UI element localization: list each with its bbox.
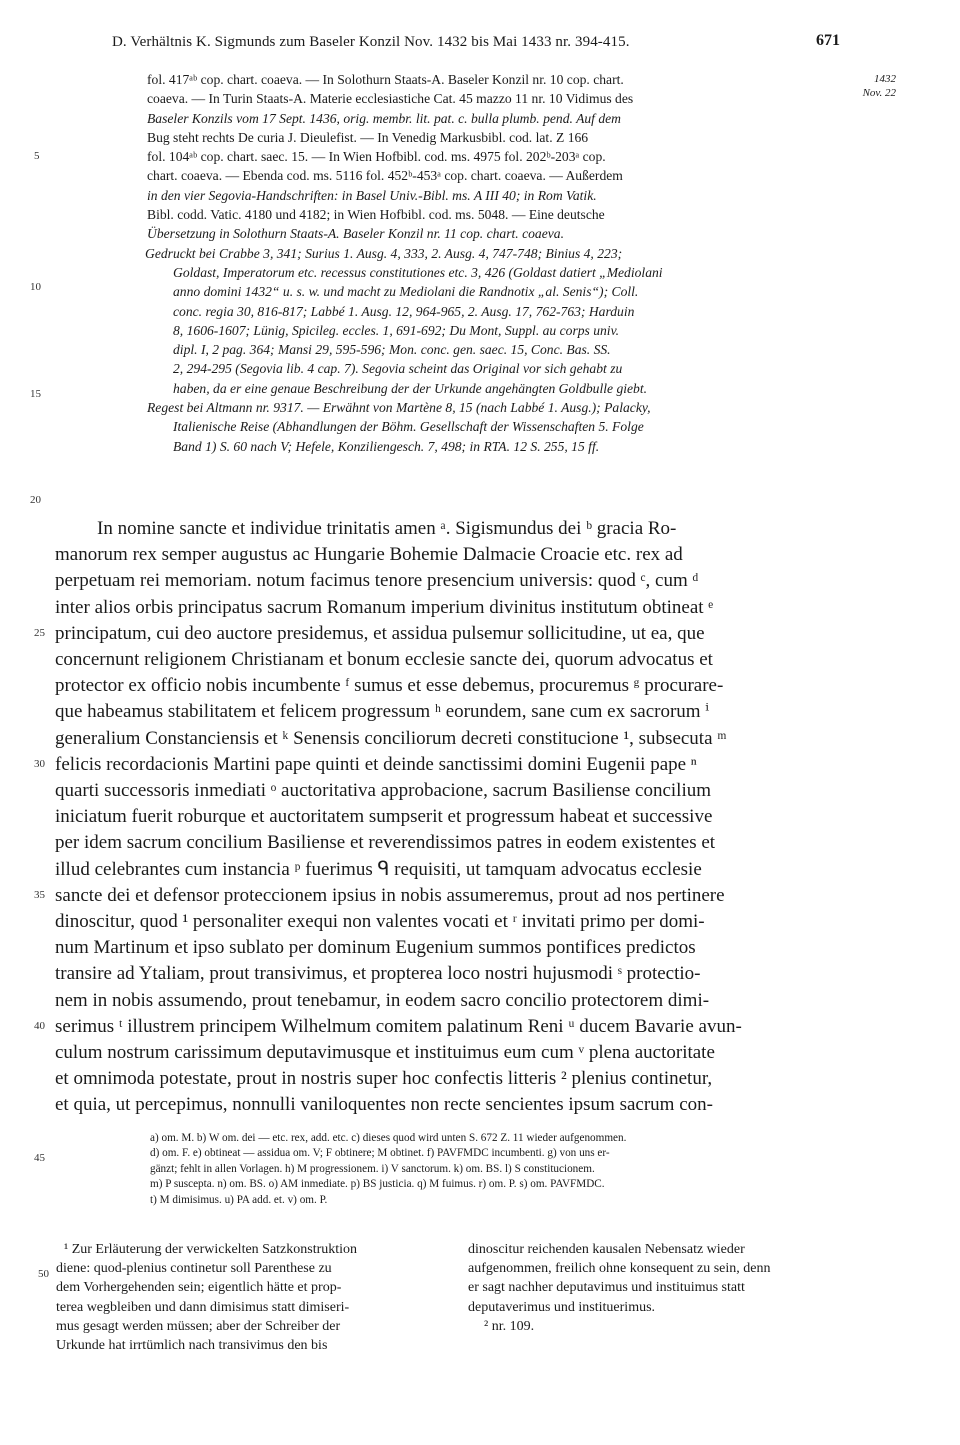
footnote-line: ¹ Zur Erläuterung der verwickelten Satzkonstruktion [64,1242,358,1257]
note-line: fol. 104ᵃᵇ cop. chart. saec. 15. — In Wien Hofbibl. cod. ms. 4975 fol. 202ᵇ-203ᵃ cop. [147,149,606,165]
apparatus-line: d) om. F. e) obtineat — assidua om. V; F obtinere; M obtinet. f) PAVFMDC incumbenti. g) von uns er- [150,1147,610,1160]
note-line: coaeva. — In Turin Staats-A. Materie ecclesiastiche Cat. 45 mazzo 11 nr. 10 Vidimus des [147,91,634,107]
line-number: 30 [34,758,45,770]
footnote-line: dinoscitur reichenden kausalen Nebensatz wieder [468,1242,745,1257]
footnote-line: mus gesagt werden müssen; aber der Schreiber der [56,1318,341,1334]
line-number: 45 [34,1152,45,1164]
main-text [55,516,850,1119]
footnote-line: aufgenommen, freilich ohne konsequent zu sein, denn [468,1261,771,1277]
line-number: 50 [38,1268,49,1280]
footnote-line: Urkunde hat irrtümlich nach transivimus den bis [56,1338,328,1354]
text-line: manorum rex semper augustus ac Hungarie Bohemie Dalmacie Croacie etc. rex ad [55,544,683,566]
note-line: haben, da er eine genaue Beschreibung der der Urkunde angehängten Goldbulle giebt. [173,380,648,396]
footnote-line: deputaverimus und instituerimus. [468,1299,656,1315]
note-line: conc. regia 30, 816-817; Labbé 1. Ausg. 12, 964-965, 2. Ausg. 17, 762-763; Harduin [173,303,635,319]
line-number: 5 [34,150,40,162]
note-line: Gedruckt bei Crabbe 3, 341; Surius 1. Ausg. 4, 333, 2. Ausg. 4, 747-748; Binius 4, 223; [145,245,623,261]
footnote-line: terea wegbleiben und dann dimisimus statt dimiseri- [56,1299,350,1315]
note-line: dipl. I, 2 pag. 364; Mansi 29, 595-596; Mon. conc. gen. saec. 15, Conc. Bas. SS. [173,342,611,358]
note-line: Bug steht rechts De curia J. Dieulefist. — In Venedig Markusbibl. cod. lat. Z 166 [147,129,589,145]
margin-date-day: Nov. 22 [862,87,896,99]
note-line: Italienische Reise (Abhandlungen der Böhm. Gesellschaft der Wissenschaften 5. Folge [173,419,644,435]
text-line: felicis recordacionis Martini pape quinti et deinde sanctissimi domini Eugenii pape ⁿ [55,753,697,775]
note-line: Regest bei Altmann nr. 9317. — Erwähnt von Martène 8, 15 (nach Labbé 1. Ausg.); Palacky, [147,400,651,416]
text-line: et quia, ut percepimus, nonnulli vaniloquentes non recte sencientes ipsum sacrum con- [55,1094,713,1116]
note-line: 8, 1606-1607; Lünig, Spicileg. eccles. 1, 691-692; Du Mont, Suppl. au corps univ. [173,322,620,338]
note-line: fol. 417ᵃᵇ cop. chart. coaeva. — In Solothurn Staats-A. Baseler Konzil nr. 10 cop. chart. [147,72,624,87]
margin-date [840,72,896,100]
line-number: 25 [34,627,45,639]
text-line: num Martinum et ipso sublato per dominum Eugenium summos pontifices predictos [55,937,696,959]
text-line: culum nostrum carissimum deputavimusque et instituimus eum cum ᵛ plena auctoritate [55,1042,715,1064]
footnotes-left-column [56,1240,446,1355]
critical-apparatus [150,1131,850,1208]
source-notes [147,70,847,456]
footnote-line: ² nr. 109. [484,1318,535,1334]
note-line: anno domini 1432“ u. s. w. und macht zu Mediolani die Randnotix „al. Senis“); Coll. [173,284,639,300]
text-line: nem in nobis assumendo, prout tenebamur, in eodem sacro concilio protectorem dimi- [55,989,710,1011]
apparatus-line: a) om. M. b) W om. dei — etc. rex, add. etc. c) dieses quod wird unten S. 672 Z. 11 wieder aufgenommen. [150,1132,627,1144]
note-line: chart. coaeva. — Ebenda cod. ms. 5116 fol. 452ᵇ-453ᵃ cop. chart. coaeva. — Außerdem [147,168,623,184]
text-line: transire ad Ytaliam, prout transivimus, et propterea loco nostri hujusmodi ˢ protectio- [55,963,701,985]
footnotes-right-column [468,1240,863,1336]
note-line: in den vier Segovia-Handschriften: in Basel Univ.-Bibl. ms. A III 40; in Rom Vatik. [147,187,597,203]
apparatus-line: gänzt; fehlt in allen Vorlagen. h) M progressionem. i) V sanctorum. k) om. BS. l) S constitucionem. [150,1162,595,1175]
text-line: quarti successoris inmediati ᵒ auctoritativa approbacione, sacrum Basiliense concilium [55,780,712,802]
note-line: Baseler Konzils vom 17 Sept. 1436, orig. membr. lit. pat. c. bulla plumb. pend. Auf dem [147,110,621,126]
note-line: Bibl. codd. Vatic. 4180 und 4182; in Wien Hofbibl. cod. ms. 5048. — Eine deutsche [147,207,605,223]
text-line: que habeamus stabilitatem et felicem progressum ʰ eorundem, sane cum ex sacrorum ⁱ [55,701,710,723]
apparatus-line: t) M dimisimus. u) PA add. et. v) om. P. [150,1193,328,1206]
text-line: serimus ᵗ illustrem principem Wilhelmum comitem palatinum Reni ᵘ ducem Bavarie avun- [55,1015,742,1037]
footnote-line: dem Vorhergehenden sein; eigentlich hätte et prop- [56,1280,342,1296]
line-number: 15 [30,388,41,400]
text-line: per idem sacrum concilium Basiliense et reverendissimos patres in eodem existentes et [55,832,716,854]
note-line: Goldast, Imperatorum etc. recessus constitutiones etc. 3, 426 (Goldast datiert „Mediolani [173,264,663,280]
text-line: sancte dei et defensor proteccionem ipsius in nobis assumeremus, prout ad nos pertinere [55,884,725,906]
text-line: inter alios orbis principatus sacrum Romanum imperium divinitus institutum obtineat ᵉ [55,596,714,618]
page-number: 671 [816,32,840,49]
footnote-line: diene: quod-plenius continetur soll Parenthese zu [56,1261,332,1277]
apparatus-line: m) P suscepta. n) om. BS. o) AM inmediate. p) BS justicia. q) M fuimus. r) om. P. s) om. PAVFMDC. [150,1178,605,1191]
note-line: Band 1) S. 60 nach V; Hefele, Konziliengesch. 7, 498; in RTA. 12 S. 255, 15 ff. [173,438,600,454]
line-number: 20 [30,494,41,506]
line-number: 40 [34,1020,45,1032]
text-line: perpetuam rei memoriam. notum facimus tenore presencium universis: quod ᶜ, cum ᵈ [55,570,699,592]
line-number: 35 [34,889,45,901]
footnote-line: er sagt nachher deputavimus und instituimus statt [468,1280,745,1296]
note-line: 2, 294-295 (Segovia lib. 4 cap. 7). Segovia scheint das Original vor sich gehabt zu [173,361,623,377]
note-line: Übersetzung in Solothurn Staats-A. Baseler Konzil nr. 11 cop. chart. coaeva. [147,226,564,242]
running-title: D. Verhältnis K. Sigmunds zum Baseler Konzil Nov. 1432 bis Mai 1433 nr. 394-415. [112,34,630,50]
text-line: principatum, cui deo auctore presidemus, et assidua pulsemur sollicitudine, ut ea, que [55,622,705,644]
line-number: 10 [30,281,41,293]
text-line: protector ex officio nobis incumbente ᶠ sumus et esse debemus, procuremus ᵍ procurare- [55,675,724,697]
text-line: generalium Constanciensis et ᵏ Senensis conciliorum decreti constitucione ¹, subsecuta ᵐ [55,727,727,749]
text-line: illud celebrantes cum instancia ᵖ fuerimus ᑫ requisiti, ut tamquam advocatus ecclesie [55,858,702,880]
text-line: concernunt religionem Christianam et bonum ecclesie sancte dei, quorum advocatus et [55,649,713,671]
text-line: et omnimoda potestate, prout in nostris super hoc confectis litteris ² plenius continetur, [55,1068,713,1090]
text-line: In nomine sancte et individue trinitatis amen ᵃ. Sigismundus dei ᵇ gracia Ro- [97,518,677,539]
text-line: iniciatum fuerit roburque et auctoritatem sumpserit et progressum habeat et successive [55,806,713,828]
margin-date-year: 1432 [874,73,896,85]
text-line: dinoscitur, quod ¹ personaliter exequi non valentes vocati et ʳ invitati primo per domi- [55,911,705,933]
